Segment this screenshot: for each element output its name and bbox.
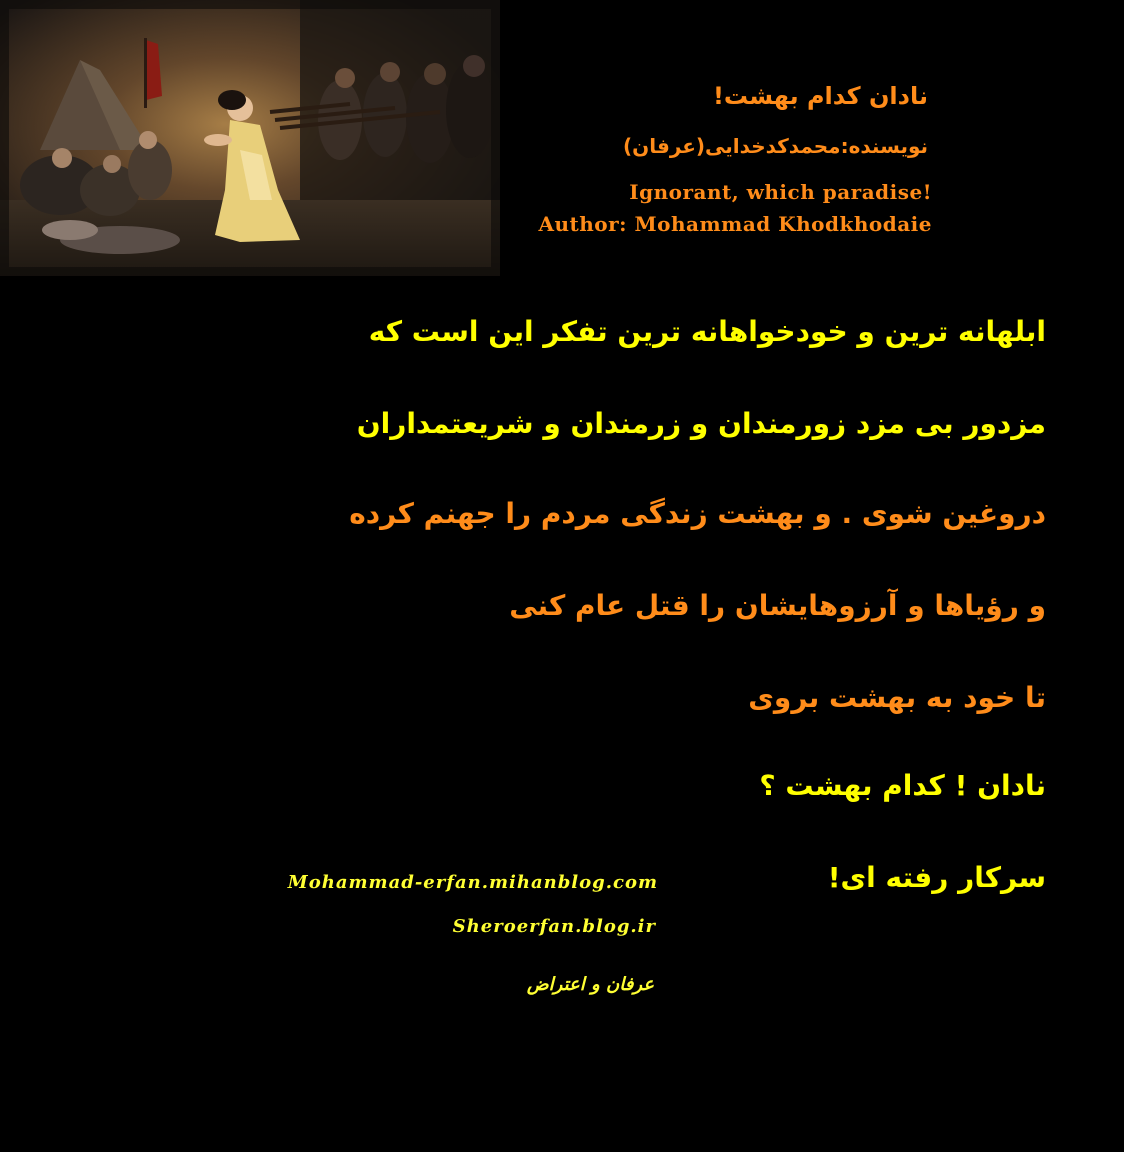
author-english: Author: Mohammad Khodkhodaie [538, 212, 932, 236]
signature-text: عرفان و اعتراض [526, 974, 654, 995]
poem-line-7: سرکار رفته ای! [827, 861, 1046, 894]
painting-artwork [0, 0, 500, 276]
title-persian: نادان کدام بهشت! [712, 82, 928, 110]
poem-line-5: تا خود به بهشت بروی [748, 681, 1046, 714]
painting-image [0, 0, 500, 276]
poem-line-1: ابلهانه ترین و خودخواهانه ترین تفکر این است که [368, 315, 1046, 348]
author-persian: نویسنده:محمدکدخدایی(عرفان) [623, 134, 928, 158]
poem-line-3: دروغین شوی . و بهشت زندگی مردم را جهنم کرده [349, 497, 1046, 530]
poem-line-2: مزدور بی مزد زورمندان و زرمندان و شریعتمداران [356, 407, 1046, 440]
website-mihanblog[interactable]: Mohammad-erfan.mihanblog.com [287, 872, 658, 893]
title-english: Ignorant, which paradise! [629, 180, 932, 204]
website-blog-ir[interactable]: Sheroerfan.blog.ir [452, 916, 656, 937]
poem-line-4: و رؤیاها و آرزوهایشان را قتل عام کنی [509, 589, 1046, 622]
poem-line-6: نادان ! کدام بهشت ؟ [759, 769, 1046, 802]
